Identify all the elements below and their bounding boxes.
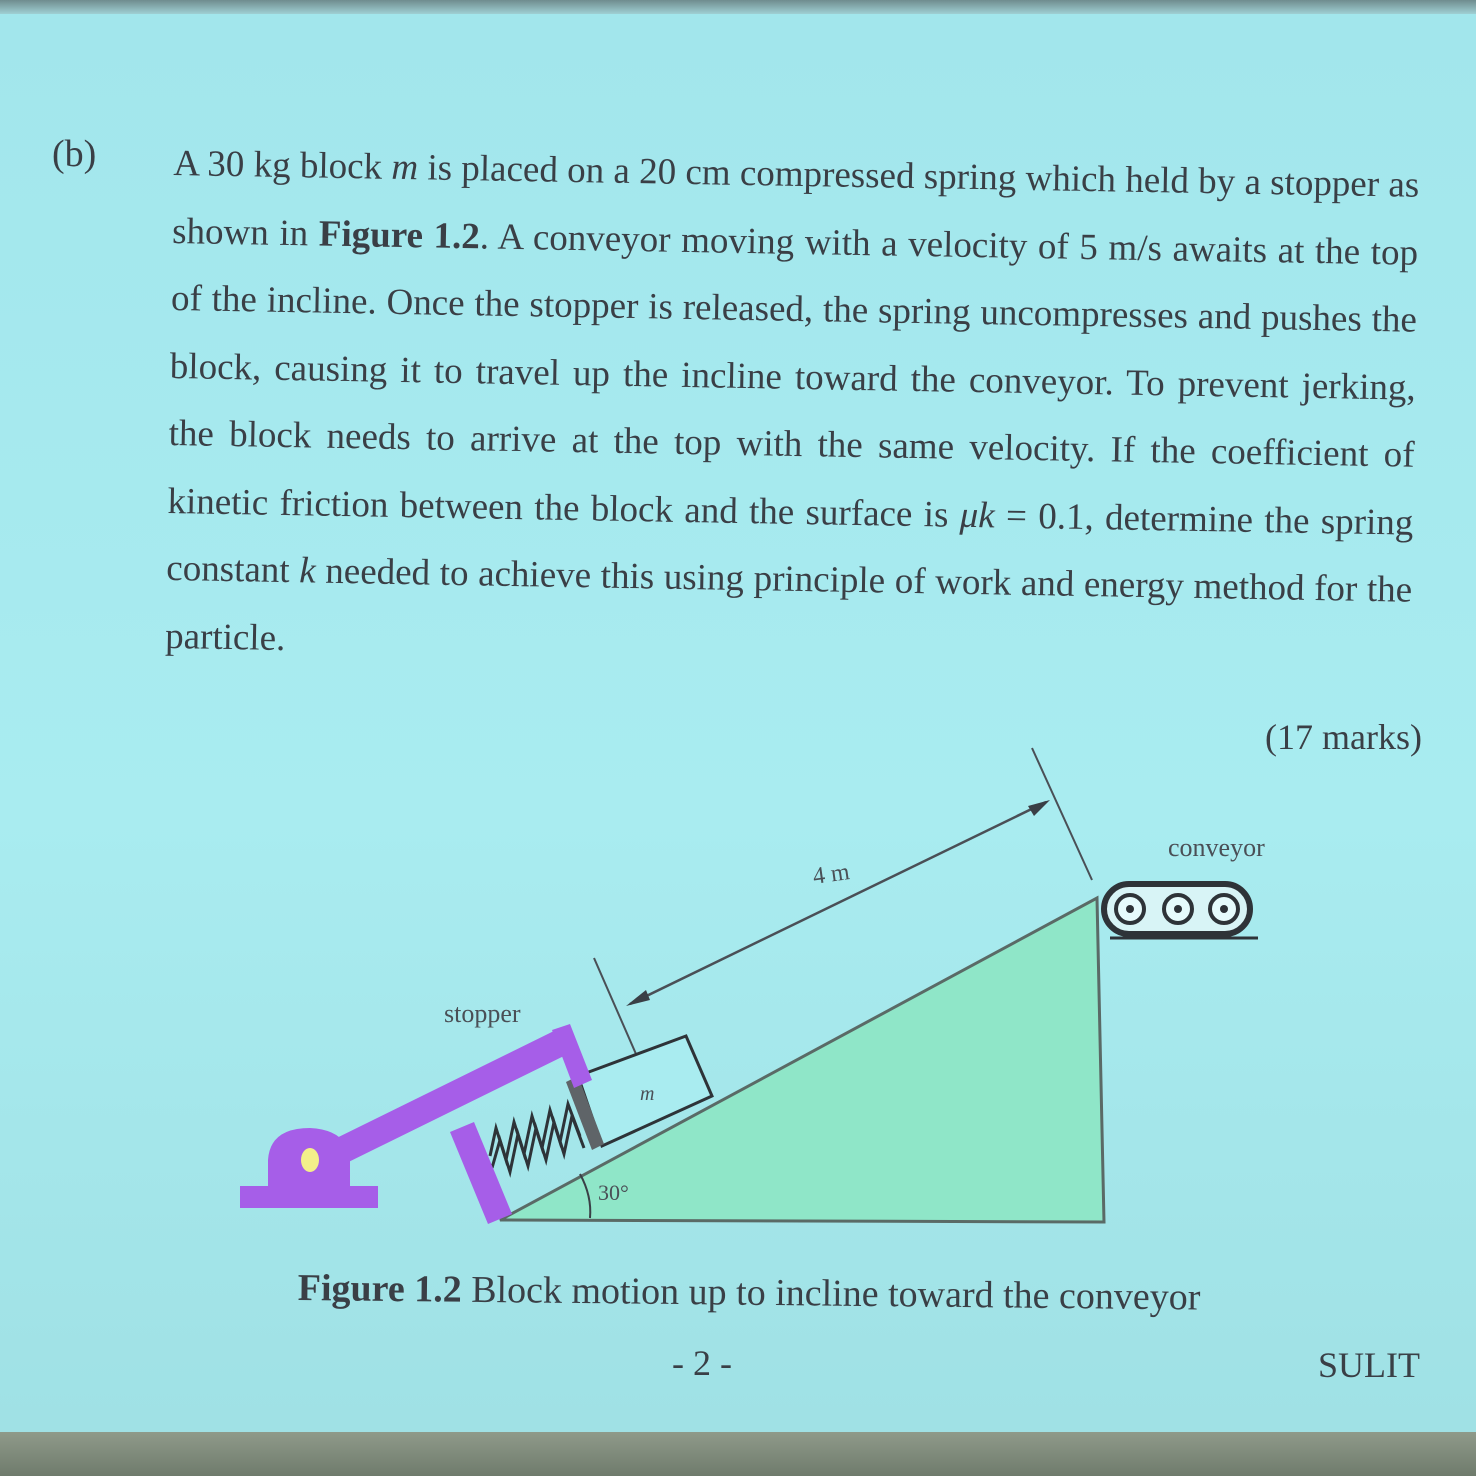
figure-caption — [298, 1266, 1201, 1319]
extension-line-bottom — [594, 958, 636, 1054]
question-label: (b) — [52, 133, 97, 175]
caption-text: Block motion up to incline toward the conveyor — [461, 1268, 1201, 1319]
conveyor-roller-3-hub — [1220, 905, 1228, 913]
figure-reference: Figure 1.2 — [318, 213, 481, 257]
angle-label: 30° — [598, 1180, 629, 1205]
pivot-base — [240, 1186, 378, 1208]
bottom-edge — [0, 1432, 1476, 1476]
incline-triangle — [500, 898, 1104, 1222]
text-part-5: needed to achieve this using principle of work and energy method for the particle. — [164, 550, 1413, 659]
text-part-2: is placed on a 20 cm compressed spring which held by a stopper as shown in — [171, 147, 1420, 255]
dimension-arrowhead-lower — [626, 990, 650, 1006]
extension-line-top — [1032, 748, 1092, 880]
sulit-label: SULIT — [1318, 1345, 1420, 1385]
mu-symbol: μk — [959, 494, 996, 536]
text-part-3: . A conveyor moving with a velocity of 5 m/s awaits at the top of the incline. Once the stopper is released, the spring uncompresses and pushes the block, causing it to travel up the incline toward the conveyor. To prevent jerking, the block needs to arrive at the top with the same velocity. If the coefficient of kinetic friction between the block and the surface is — [167, 215, 1419, 536]
distance-label: 4 m — [811, 859, 852, 890]
pivot-pin — [301, 1148, 319, 1172]
conveyor-roller-1-hub — [1126, 905, 1134, 913]
dimension-arrowhead-upper — [1028, 800, 1050, 816]
page-number: - 2 - — [672, 1343, 732, 1383]
block-label: m — [640, 1083, 655, 1105]
conveyor-label: conveyor — [1168, 833, 1265, 862]
stopper-label: stopper — [444, 999, 521, 1028]
spring-back-wall — [450, 1122, 512, 1224]
k-symbol: k — [298, 550, 317, 592]
text-part-1: A 30 kg block — [173, 142, 392, 188]
marks-label: (17 marks) — [1265, 717, 1422, 757]
mass-symbol: m — [391, 146, 419, 189]
caption-figure-number: Figure 1.2 — [297, 1267, 462, 1311]
text-part-4: = 0.1, determine the spring constant — [165, 494, 1414, 592]
conveyor-roller-2-hub — [1174, 905, 1182, 913]
